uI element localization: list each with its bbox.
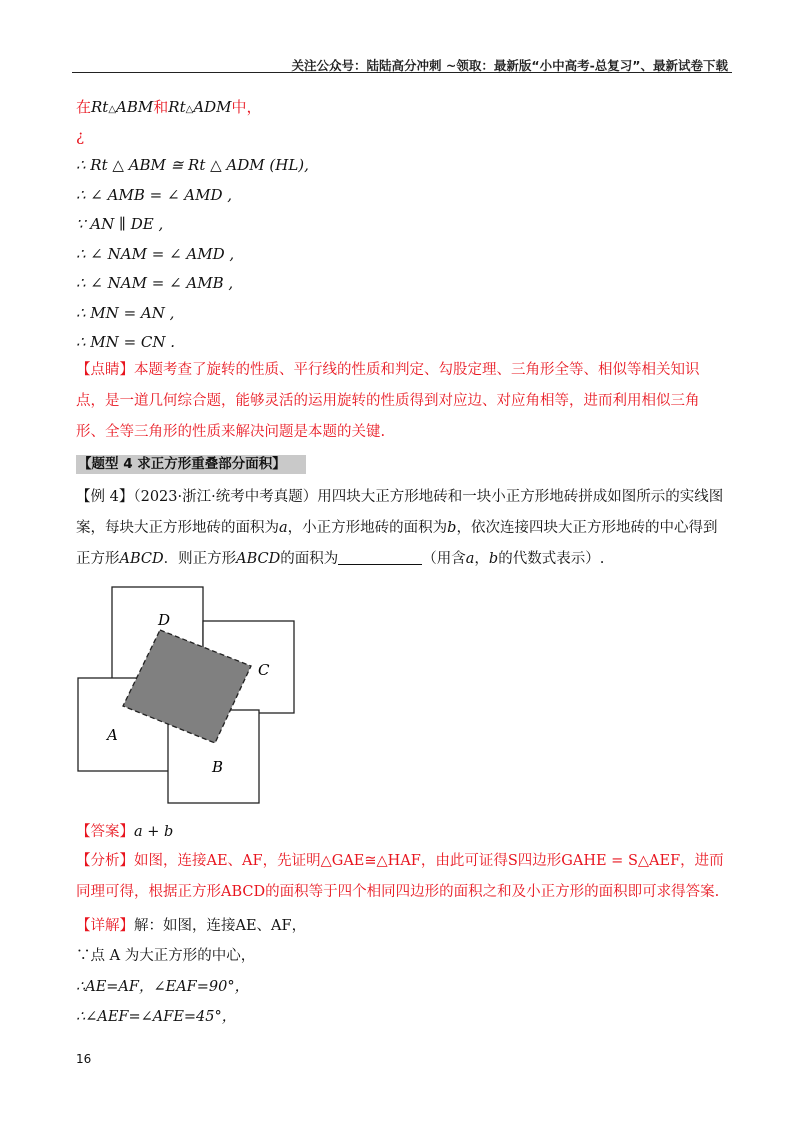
text-rt: Rt bbox=[91, 98, 109, 116]
proof-line-1 bbox=[76, 97, 736, 120]
dianjing-paragraph bbox=[76, 355, 726, 448]
label-c: C bbox=[258, 661, 270, 679]
text-he: 和 bbox=[153, 98, 169, 116]
text-zai: 在 bbox=[76, 98, 92, 116]
label-a: A bbox=[107, 726, 118, 744]
var-a-2: a bbox=[465, 551, 475, 567]
proof-line-9: ∴ MN = CN . bbox=[76, 333, 176, 351]
detail-text: 解：如图，连接AE、AF， bbox=[134, 918, 307, 934]
dianjing-text: 本题考查了旋转的性质、平行线的性质和判定、勾股定理、三角形全等、相似等相关知识点，是一道几何综合题，能够灵活的运用旋转的性质得到对应边、对应角相等，进而利用相似三角形、全等三角形的性质来解决问题是本题的关键. bbox=[76, 362, 700, 440]
example-text-1: 用四块大正方形地砖和一块小正方形地砖拼成如图所示的实线图案，每块大正方形地砖的面积为 bbox=[76, 489, 724, 536]
proof-line-6: ∴ ∠ NAM = ∠ AMD , bbox=[76, 245, 235, 263]
example-text-4: ．则正方形 bbox=[163, 551, 237, 567]
answer-line bbox=[76, 822, 736, 842]
triangle-symbol-2: △ bbox=[185, 104, 194, 115]
tile-figure bbox=[70, 582, 310, 816]
analysis-tag: 【分析】 bbox=[76, 853, 134, 869]
proof-line-2: ¿ bbox=[76, 127, 85, 145]
abcd-label: ABCD bbox=[119, 551, 164, 567]
var-a: a bbox=[279, 520, 288, 536]
example-text-6: （用含 bbox=[422, 551, 466, 567]
example-source: （2023·浙江·统考中考真题） bbox=[133, 489, 318, 505]
abcd-label-2: ABCD bbox=[236, 551, 281, 567]
example-paragraph bbox=[76, 482, 726, 575]
text-zhong: 中， bbox=[231, 98, 262, 116]
text-rt-2: Rt bbox=[168, 98, 186, 116]
tile-figure-svg bbox=[70, 582, 310, 812]
answer-blank bbox=[338, 550, 422, 565]
example-text-2: ，小正方形地砖的面积为 bbox=[287, 520, 448, 536]
detail-line-3: ∴AE=AF，∠EAF=90°， bbox=[76, 979, 250, 995]
proof-line-5: ∵ AN ∥ DE , bbox=[76, 215, 164, 233]
var-b-2: b bbox=[488, 551, 499, 567]
text-adm: ADM bbox=[193, 98, 232, 116]
page-number: 16 bbox=[76, 1052, 92, 1066]
proof-line-7: ∴ ∠ NAM = ∠ AMB , bbox=[76, 274, 234, 292]
header-divider bbox=[72, 72, 732, 73]
answer-tag: 【答案】 bbox=[76, 824, 134, 840]
proof-line-4: ∴ ∠ AMB = ∠ AMD , bbox=[76, 186, 233, 204]
proof-line-8: ∴ MN = AN , bbox=[76, 304, 175, 322]
example-text-7: 的代数式表示）. bbox=[498, 551, 605, 567]
triangle-symbol: △ bbox=[108, 104, 117, 115]
page-header: 关注公众号：陆陆高分冲刺 ~领取：最新版“小中高考-总复习”、最新试卷下载 bbox=[291, 58, 728, 73]
detail-line-1 bbox=[76, 916, 736, 936]
example-label: 【例 4】 bbox=[76, 489, 134, 505]
comma: ， bbox=[474, 551, 489, 567]
detail-line-2: ∵点 A 为大正方形的中心， bbox=[76, 948, 256, 964]
analysis-text: 如图，连接AE、AF，先证明△GAE≅△HAF，由此可证得S四边形GAHE = S△AEF，进而同理可得，根据正方形ABCD的面积等于四个相同四边形的面积之和及小正方形的面积即可求得答案. bbox=[76, 853, 724, 900]
example-text-5: 的面积为 bbox=[280, 551, 339, 567]
detail-tag: 【详解】 bbox=[76, 918, 134, 934]
label-b: B bbox=[212, 758, 224, 776]
proof-line-3: ∴ Rt △ ABM ≅ Rt △ ADM (HL), bbox=[76, 156, 309, 174]
var-b: b bbox=[447, 520, 457, 536]
detail-line-4: ∴∠AEF=∠AFE=45°， bbox=[76, 1009, 237, 1025]
answer-value: a + b bbox=[134, 824, 174, 840]
dianjing-tag: 【点睛】 bbox=[76, 362, 134, 378]
text-abm: ABM bbox=[116, 98, 154, 116]
analysis-paragraph bbox=[76, 846, 726, 908]
section-title: 【题型 4 求正方形重叠部分面积】 bbox=[76, 455, 306, 474]
label-d: D bbox=[158, 611, 171, 629]
example-text-3: ，依次连接四块大正方形地砖的中心得到正方形 bbox=[76, 520, 718, 567]
